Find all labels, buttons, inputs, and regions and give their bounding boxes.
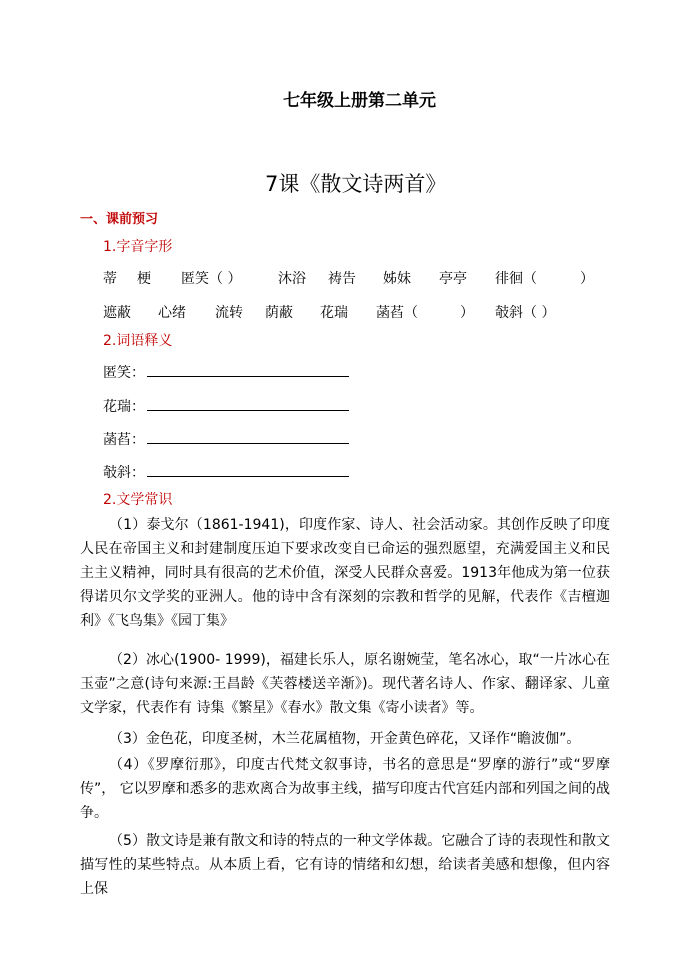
subheading-literature: 2.文学常识 xyxy=(103,492,173,508)
word-item: 流转 xyxy=(215,305,243,321)
word-item: 遮蔽 xyxy=(103,305,131,321)
word-item: 匿笑（ ） xyxy=(181,271,242,287)
definition-row xyxy=(103,396,349,416)
word-item: 攲斜（ ） xyxy=(495,305,556,321)
word-item: 花瑞 xyxy=(320,305,348,321)
page-heading: 七年级上册第二单元 xyxy=(283,91,436,111)
subheading-definitions: 2.词语释义 xyxy=(103,333,173,349)
word-item: 菡萏（ xyxy=(376,305,418,321)
paragraph-ramayana: （4）《罗摩衍那》，印度古代梵文叙事诗，书名的意思是“罗摩的游行”或“罗摩传”， 它以罗摩和悉多的悲欢离合为故事主线，描写印度古代宫廷内部和列国之间的战争。 xyxy=(80,757,610,821)
paragraph-golden-flower: （3）金色花，印度圣树，木兰花属植物，开金黄色碎花，又译作“瞻波伽”。 xyxy=(109,731,581,747)
word-item: 荫蔽 xyxy=(265,305,293,321)
subheading-pronunciation: 1.字音字形 xyxy=(103,239,173,255)
answer-line[interactable] xyxy=(147,363,349,377)
definition-label: 攲斜： xyxy=(103,465,145,481)
word-item: 祷告 xyxy=(328,271,356,287)
word-item: 姊妹 xyxy=(383,271,411,287)
paragraph-bingxin: （2）冰心(1900- 1999)，福建长乐人，原名谢婉莹，笔名冰心，取“一片冰心在玉壶”之意(诗句来源:王昌龄《芙蓉楼送辛渐》)。现代著名诗人、作家、翻译家、儿童文学家，代表作有 诗集《繁星》《春水》散文集《寄小读者》等。 xyxy=(80,652,610,716)
word-item: 梗 xyxy=(137,271,151,287)
paragraph-tagore: （1）泰戈尔（1861-1941)，印度作家、诗人、社会活动家。其创作反映了印度人民在帝国主义和封建制度压迫下要求改变自已命运的强烈愿望，充满爱国主义和民主主义精神，同时具有很高的艺术价值，深受人民群众喜爱。1913年他成为第一位获得诺贝尔文学奖的亚洲人。他的诗中含有深刻的宗教和哲学的见解，代表作《吉檀迦利》《飞鸟集》《园丁集》 xyxy=(80,517,610,629)
definition-label: 匿笑： xyxy=(103,365,145,381)
answer-line[interactable] xyxy=(147,397,349,411)
definition-label: 菡萏： xyxy=(103,432,145,448)
definition-row xyxy=(103,362,349,382)
definition-row xyxy=(103,429,349,449)
word-item: 亭亭 xyxy=(439,271,467,287)
word-item: ） xyxy=(460,305,474,321)
word-item: 徘徊（ xyxy=(495,271,537,287)
word-item: 沐浴 xyxy=(278,271,306,287)
lesson-title: 7课《散文诗两首》 xyxy=(265,172,447,196)
paragraph-prose-poetry: （5）散文诗是兼有散文和诗的特点的一种文学体裁。它融合了诗的表现性和散文描写性的某些特点。从本质上看，它有诗的情绪和幻想，给读者美感和想像，但内容上保 xyxy=(80,833,610,897)
word-item: ） xyxy=(580,271,594,287)
definition-label: 花瑞： xyxy=(103,399,145,415)
answer-line[interactable] xyxy=(147,463,349,477)
section-heading-preview: 一、课前预习 xyxy=(80,212,159,227)
word-item: 心绪 xyxy=(158,305,186,321)
answer-line[interactable] xyxy=(147,430,349,444)
word-item: 蒂 xyxy=(103,271,117,287)
definition-row xyxy=(103,462,349,482)
